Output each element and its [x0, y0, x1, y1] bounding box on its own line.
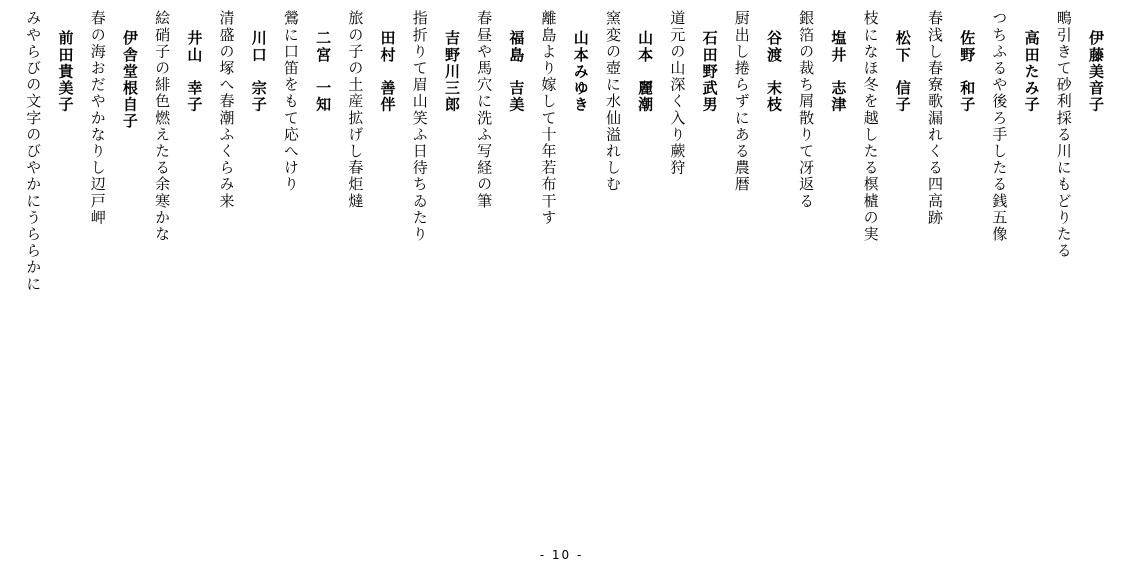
haiku-line: 厨出し捲らずにある農暦: [732, 10, 751, 193]
page-number: - 10 -: [539, 548, 584, 562]
haiku-line: つちふるや後ろ手したる銭五像: [990, 10, 1009, 243]
haiku-line: 窯変の壺に水仙溢れしむ: [603, 10, 622, 193]
haiku-line: 枝になほ冬を越したる榠樝の実: [861, 10, 880, 243]
haiku-line: 絵硝子の緋色燃えたる余寒かな: [153, 10, 172, 243]
author-name: 前田貴美子: [56, 30, 75, 113]
author-name: 田村 善伴: [378, 30, 397, 113]
haiku-line: 春浅し春寮歌漏れくる四高跡: [925, 10, 944, 226]
haiku-line: 春昼や馬穴に洗ふ写経の筆: [475, 10, 494, 210]
author-name: 山本みゆき: [571, 30, 590, 113]
haiku-line: 鶯に口笛をもて応へけり: [281, 10, 300, 193]
haiku-columns: [22, 10, 1112, 540]
haiku-line: 銀箔の裁ち屑散りて冴返る: [797, 10, 816, 210]
author-name: 高田たみ子: [1022, 30, 1041, 113]
author-name: 伊藤美音子: [1087, 30, 1105, 113]
haiku-line: みやらびの文字のびやかにうららかに: [24, 10, 43, 293]
author-name: 伊舎堂根自子: [120, 30, 139, 130]
haiku-line: 離島より嫁して十年若布干す: [539, 10, 558, 226]
author-name: 谷渡 末枝: [764, 30, 783, 113]
author-name: 塩井 志津: [829, 30, 848, 113]
haiku-line: 道元の山深く入り蕨狩: [668, 10, 687, 176]
author-name: 石田野武男: [700, 30, 719, 113]
author-name: 吉野川三郎: [442, 30, 461, 113]
haiku-line: 鴫引きて砂利採る川にもどりたる: [1054, 10, 1073, 259]
haiku-line: 清盛の塚へ春潮ふくらみ来: [217, 10, 236, 210]
haiku-line: 指折りて眉山笑ふ日待ちゐたり: [410, 10, 429, 243]
haiku-line: 春の海おだやかなりし辺戸岬: [88, 10, 107, 226]
author-name: 川口 宗子: [249, 30, 268, 113]
author-name: 福島 吉美: [507, 30, 526, 113]
author-name: 佐野 和子: [958, 30, 977, 113]
author-name: 松下 信子: [893, 30, 912, 113]
haiku-line: 旅の子の土産拡げし春炬燵: [346, 10, 365, 210]
author-name: 井山 幸子: [185, 30, 204, 113]
author-name: 山本 麗潮: [636, 30, 655, 113]
author-name: 二宮 一知: [314, 30, 333, 113]
